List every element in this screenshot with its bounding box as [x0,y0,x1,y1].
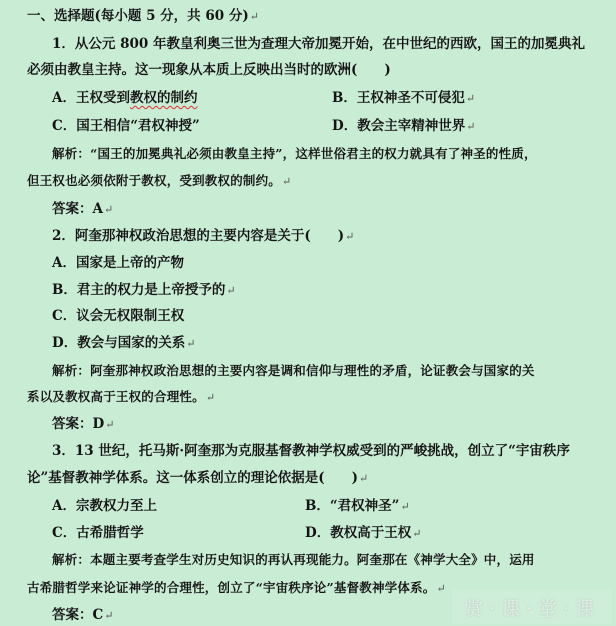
q3-stem-line2: 论”基督教神学体系。这一体系创立的理论依据是( )↵ [27,470,369,486]
section-title: 一、选择题(每小题 5 分，共 60 分)↵ [27,8,259,24]
q1-explanation-line2: 但王权也必须依附于教权，受到教权的制约。↵ [27,173,292,188]
q1-stem-line1: 1．从公元 800 年教皇利奥三世为查理大帝加冕开始，在中世纪的西欧，国王的加冕典礼 [52,36,585,52]
spellcheck-underline: 教权的制约 [129,90,198,106]
q1-option-d: D．教会主宰精神世界↵ [332,118,476,134]
q3-explanation-line2: 古希腊哲学来论证神学的合理性，创立了“宇宙秩序论”基督教神学体系。↵ [27,580,446,595]
q1-option-a: A．王权受到教权的制约 [52,90,198,106]
q1-option-b: B．王权神圣不可侵犯↵ [332,90,476,106]
q3-explanation-line1: 解析：本题主要考查学生对历史知识的再认再现能力。阿奎那在《神学大全》中，运用 [52,552,535,567]
q2-option-d: D．教会与国家的关系↵ [52,335,196,351]
q3-option-b: B．“君权神圣”↵ [305,498,410,514]
q2-explanation-line2: 系以及教权高于王权的合理性。↵ [27,389,216,404]
q2-option-c: C．议会无权限制王权 [52,308,185,324]
q3-answer: 答案：C↵ [52,607,114,623]
q2-stem: 2．阿奎那神权政治思想的主要内容是关于( )↵ [52,228,355,244]
q1-explanation-line1: 解析：“国王的加冕典礼必须由教皇主持”，这样世俗君主的权力就具有了神圣的性质， [52,146,537,161]
q3-option-d: D．教权高于王权↵ [305,525,422,541]
q1-option-c: C．国王相信“君权神授” [52,118,200,134]
q2-answer: 答案：D↵ [52,416,115,432]
q2-option-a: A．国家是上帝的产物 [52,255,184,271]
q2-option-b: B．君主的权力是上帝授予的↵ [52,282,236,298]
q3-stem-line1: 3．13 世纪，托马斯·阿奎那为克服基督教神学权威受到的严峻挑战，创立了“宇宙秩序 [52,443,570,459]
watermark-logo: 赏·课·堂·课 [452,590,612,624]
q2-explanation-line1: 解析：阿奎那神权政治思想的主要内容是调和信仰与理性的矛盾，论证教会与国家的关 [52,363,535,378]
q1-answer: 答案：A↵ [52,201,114,217]
return-mark: ↵ [249,10,259,23]
q1-stem-line2: 必须由教皇主持。这一现象从本质上反映出当时的欧洲( ) [27,62,391,78]
q3-option-c: C．古希腊哲学 [52,525,144,541]
q3-option-a: A．宗教权力至上 [52,498,157,514]
